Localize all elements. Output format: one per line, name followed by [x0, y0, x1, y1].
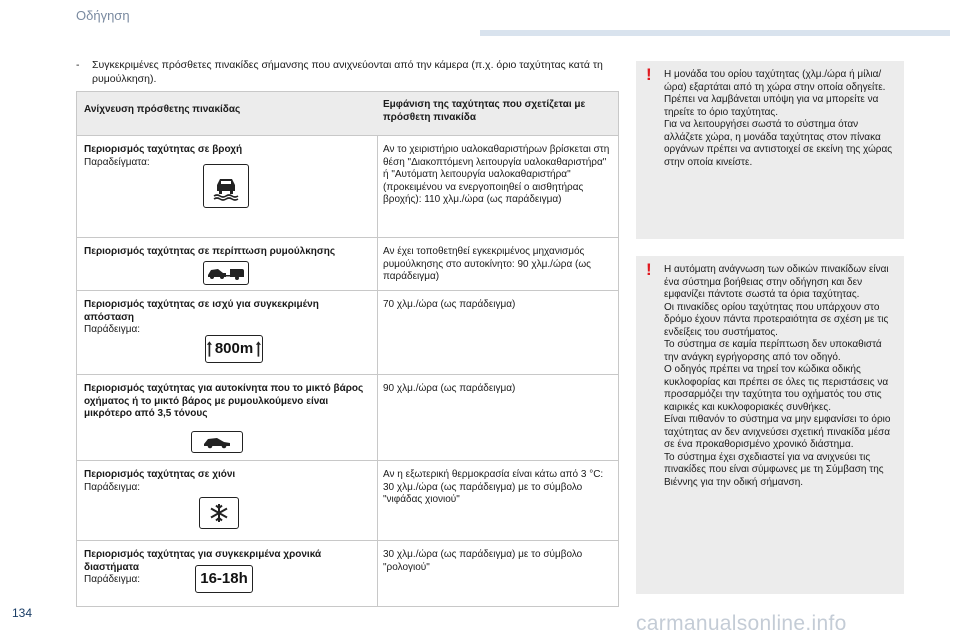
list-dash: -: [76, 59, 80, 71]
row-sub: Παράδειγμα:: [84, 324, 141, 335]
row-result: Αν η εξωτερική θερμοκρασία είναι κάτω από 3 °C: 30 χλμ./ώρα (ως παράδειγμα) με το σύμβολο "νιφάδας χιονιού": [383, 469, 604, 505]
rain-road-icon: [203, 164, 249, 208]
row-title: Περιορισμός ταχύτητας σε χιόνι: [84, 469, 236, 480]
warning-box-speed-unit: [636, 61, 904, 239]
header-detection: Ανίχνευση πρόσθετης πινακίδας: [84, 104, 241, 115]
row-sub: Παράδειγμα:: [84, 481, 141, 493]
warning-icon: !: [646, 65, 652, 84]
additional-signs-table: [76, 91, 619, 607]
warning-paragraph: Ο οδηγός πρέπει να τηρεί τον κώδικα οδικής κυκλοφορίας και πρέπει σε όλες τις περιστάσεις να προσαρμόζει την ταχύτητα του οχήματός του στις καιρικές και κυκλοφοριακές συνθήκες.: [664, 364, 889, 413]
warning-icon: !: [646, 260, 652, 279]
intro-text: Συγκεκριμένες πρόσθετες πινακίδες σήμανσης που ανιχνεύονται από την κάμερα (π.χ. όριο ταχύτητας κατά τη ρυμούλκηση).: [92, 59, 603, 85]
header-display: Εμφάνιση της ταχύτητας που σχετίζεται με πρόσθετη πινακίδα: [383, 99, 586, 123]
warning-paragraph: Το σύστημα σε καμία περίπτωση δεν υποκαθιστά την ανάγκη εγρήγορσης από τον οδηγό.: [664, 339, 882, 363]
row-sub: Παραδείγματα:: [84, 156, 150, 168]
row-result: Αν έχει τοποθετηθεί εγκεκριμένος μηχανισμός ρυμούλκησης στο αυτοκίνητο: 90 χλμ./ώρα (ως παράδειγμα): [383, 246, 591, 282]
row-sub: Παράδειγμα:: [84, 574, 141, 585]
table-row: [77, 460, 618, 540]
row-title: Περιορισμός ταχύτητας σε ισχύ για συγκεκριμένη απόσταση: [84, 299, 319, 323]
row-title: Περιορισμός ταχύτητας για συγκεκριμένα χρονικά διαστήματα: [84, 549, 322, 573]
page-number: 134: [12, 606, 33, 620]
warning-box-system-limits: [636, 256, 904, 594]
table-row: [77, 237, 618, 290]
warning-paragraph: Για να λειτουργήσει σωστά το σύστημα όταν αλλάζετε χώρα, η μονάδα ταχύτητας στον πίνακα οργάνων πρέπει να αντιστοιχεί σε εκείνη της χώρας στην οποία κινείστε.: [664, 119, 893, 168]
row-title: Περιορισμός ταχύτητας σε βροχή: [84, 144, 243, 155]
warning-paragraph: Πρέπει να λαμβάνεται υπόψη για να μπορείτε να τηρείτε το όριο ταχύτητας.: [664, 94, 879, 118]
row-title: Περιορισμός ταχύτητας για αυτοκίνητα που το μικτό βάρος οχήματος ή το μικτό βάρος με ρυμουλκούμενο είναι μικρότερο από 3,5 τόνους: [84, 383, 364, 419]
car-icon: [191, 431, 243, 453]
warning-paragraph: Οι πινακίδες ορίου ταχύτητας που υπάρχουν στο δρόμο έχουν πάντα προτεραιότητα σε σχέση με τις ενδείξεις του συστήματος.: [664, 301, 889, 338]
car-trailer-icon: [203, 261, 249, 285]
sign-label: 800m: [214, 339, 254, 357]
intro-paragraph: [76, 58, 626, 86]
row-result: 70 χλμ./ώρα (ως παράδειγμα): [383, 299, 516, 310]
row-result: 30 χλμ./ώρα (ως παράδειγμα) με το σύμβολο "ρολογιού": [383, 549, 583, 573]
header-bar: [480, 30, 950, 36]
sign-label: 16-18h: [200, 569, 248, 587]
table-row: [77, 540, 618, 608]
time-period-icon: [195, 565, 253, 593]
distance-icon: [205, 335, 263, 363]
warning-paragraph: Είναι πιθανόν το σύστημα να μην εμφανίσει το όριο ταχύτητας αν δεν ανιχνεύσει σχετική πινακίδα μέσα σε ένα προκαθορισμένο χρονικό διάστημα.: [664, 414, 891, 450]
section-title: Οδήγηση: [76, 8, 130, 23]
row-result: Αν το χειριστήριο υαλοκαθαριστήρων βρίσκεται στη θέση "Διακοπτόμενη λειτουργία υαλοκαθαριστήρα" ή "Αυτόματη λειτουργία υαλοκαθαριστήρα" (προκειμένου να ενεργοποιηθεί ο αισθητήρας βροχής): 110 χλμ./ώρα (ως παράδειγμα): [383, 144, 610, 205]
table-row: [77, 135, 618, 237]
table-row: [77, 290, 618, 374]
warning-paragraph: Το σύστημα έχει σχεδιαστεί για να ανιχνεύει τις πινακίδες που είναι σύμφωνες με τη Σύμβαση της Βιέννης για την οδική σήμανση.: [664, 451, 884, 488]
watermark: carmanualsonline.info: [636, 612, 847, 635]
table-header-row: [77, 92, 618, 135]
row-title: Περιορισμός ταχύτητας σε περίπτωση ρυμούλκησης: [84, 246, 336, 257]
row-result: 90 χλμ./ώρα (ως παράδειγμα): [383, 383, 516, 394]
warning-paragraph: Η μονάδα του ορίου ταχύτητας (χλμ./ώρα ή μίλια/ώρα) εξαρτάται από τη χώρα στην οποία οδηγείτε.: [664, 69, 886, 93]
snowflake-icon: [199, 497, 239, 529]
table-row: [77, 374, 618, 460]
warning-paragraph: Η αυτόματη ανάγνωση των οδικών πινακίδων είναι ένα σύστημα βοήθειας στην οδήγηση και δεν εμφανίζει πάντοτε σωστά τα όρια ταχύτητας.: [664, 264, 889, 300]
